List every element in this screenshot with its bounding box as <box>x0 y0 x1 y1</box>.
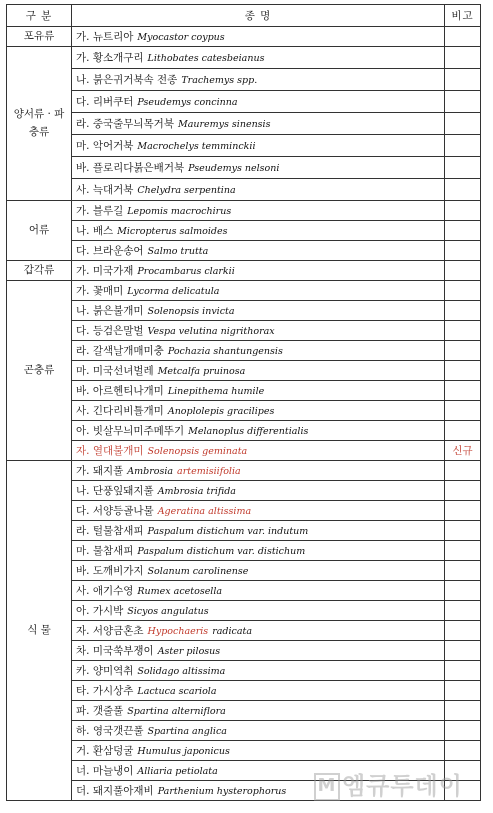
korean-name: 너. 마늘냉이 <box>76 765 134 777</box>
note-cell <box>445 561 481 581</box>
table-row <box>7 741 481 761</box>
note-cell <box>445 341 481 361</box>
scientific-name: Paspalum distichum var. indutum <box>147 526 309 537</box>
category-cell: 포유류 <box>7 27 72 47</box>
scientific-name: Lithobates catesbeianus <box>147 53 265 64</box>
table-row <box>7 661 481 681</box>
korean-name: 라. 털물참새피 <box>76 525 144 537</box>
category-cell: 식 물 <box>7 461 72 801</box>
species-cell <box>72 179 445 201</box>
korean-name: 다. 리버쿠터 <box>76 96 134 108</box>
table-row <box>7 521 481 541</box>
note-cell <box>445 421 481 441</box>
scientific-name: Pochazia shantungensis <box>167 346 283 357</box>
table-row <box>7 91 481 113</box>
note-cell <box>445 541 481 561</box>
scientific-name: Anoplolepis gracilipes <box>167 406 275 417</box>
table-row <box>7 47 481 69</box>
korean-name: 파. 갯줄풀 <box>76 705 124 717</box>
table-row <box>7 281 481 301</box>
scientific-name: Mauremys sinensis <box>177 119 271 130</box>
species-cell <box>72 381 445 401</box>
note-cell <box>445 157 481 179</box>
table-row <box>7 621 481 641</box>
scientific-name: Macrochelys temminckii <box>137 141 256 152</box>
note-cell <box>445 261 481 281</box>
table-row <box>7 241 481 261</box>
species-cell <box>72 521 445 541</box>
scientific-name: Lycorma delicatula <box>127 286 220 297</box>
scientific-name: Hypochaeris <box>147 626 209 637</box>
scientific-name: Paspalum distichum var. distichum <box>137 546 306 557</box>
table-row <box>7 561 481 581</box>
header-species: 종 명 <box>72 5 445 27</box>
scientific-name: Lepomis macrochirus <box>127 206 232 217</box>
scientific-name: artemisiifolia <box>177 466 241 477</box>
header-note: 비고 <box>445 5 481 27</box>
scientific-name: Solidago altissima <box>137 666 226 677</box>
korean-name: 나. 붉은불개미 <box>76 305 144 317</box>
table-row <box>7 179 481 201</box>
header-row <box>7 5 481 27</box>
table-row <box>7 481 481 501</box>
species-cell <box>72 361 445 381</box>
korean-name: 다. 브라운송어 <box>76 245 144 257</box>
note-cell <box>445 461 481 481</box>
scientific-name: Pseudemys nelsoni <box>188 163 280 174</box>
note-cell <box>445 47 481 69</box>
scientific-name: Melanoplus differentialis <box>188 426 309 437</box>
korean-name: 가. 블루길 <box>76 205 124 217</box>
table-row <box>7 341 481 361</box>
table-row <box>7 401 481 421</box>
species-cell <box>72 91 445 113</box>
note-cell <box>445 201 481 221</box>
species-table <box>6 4 481 801</box>
note-cell <box>445 601 481 621</box>
species-cell <box>72 561 445 581</box>
scientific-name: Rumex acetosella <box>137 586 223 597</box>
header-category: 구 분 <box>7 5 72 27</box>
korean-name: 바. 플로리다붉은배거북 <box>76 162 185 174</box>
korean-name: 가. 돼지풀 <box>76 465 124 477</box>
species-cell <box>72 541 445 561</box>
species-cell <box>72 281 445 301</box>
note-cell <box>445 681 481 701</box>
scientific-name: Micropterus salmoides <box>117 226 228 237</box>
table-row <box>7 27 481 47</box>
korean-name: 사. 애기수영 <box>76 585 134 597</box>
table-row <box>7 701 481 721</box>
note-cell <box>445 741 481 761</box>
table-row <box>7 301 481 321</box>
table-row <box>7 581 481 601</box>
species-cell <box>72 401 445 421</box>
note-cell <box>445 301 481 321</box>
note-cell <box>445 401 481 421</box>
species-cell <box>72 47 445 69</box>
note-cell <box>445 481 481 501</box>
note-cell <box>445 27 481 47</box>
table-row <box>7 361 481 381</box>
table-row <box>7 201 481 221</box>
species-cell <box>72 681 445 701</box>
species-cell <box>72 301 445 321</box>
korean-name: 더. 돼지풀아재비 <box>76 785 154 797</box>
korean-name: 사. 늑대거북 <box>76 184 134 196</box>
korean-name: 타. 가시상추 <box>76 685 134 697</box>
species-cell <box>72 321 445 341</box>
watermark-text: 엠큐투데이 <box>342 772 463 800</box>
note-cell: 신규 <box>445 441 481 461</box>
species-cell <box>72 27 445 47</box>
species-cell <box>72 157 445 179</box>
scientific-name: Vespa velutina nigrithorax <box>147 326 275 337</box>
korean-name: 라. 중국줄무늬목거북 <box>76 118 174 130</box>
korean-name: 가. 꽃매미 <box>76 285 124 297</box>
korean-name: 가. 미국가재 <box>76 265 134 277</box>
korean-name: 나. 붉은귀거북속 전종 <box>76 74 178 86</box>
note-cell <box>445 381 481 401</box>
korean-name: 다. 등검은말벌 <box>76 325 144 337</box>
scientific-name: Humulus japonicus <box>137 746 230 757</box>
category-cell: 양서류 · 파충류 <box>7 47 72 201</box>
korean-name: 라. 갈색날개매미충 <box>76 345 164 357</box>
scientific-name: Procambarus clarkii <box>137 266 235 277</box>
table-row <box>7 421 481 441</box>
scientific-name: Ambrosia <box>127 466 174 477</box>
korean-name: 가. 황소개구리 <box>76 52 144 64</box>
table-row <box>7 113 481 135</box>
scientific-name: Ageratina altissima <box>157 506 252 517</box>
korean-name: 사. 긴다리비틀개미 <box>76 405 164 417</box>
table-row <box>7 501 481 521</box>
note-cell <box>445 113 481 135</box>
species-cell <box>72 241 445 261</box>
note-cell <box>445 501 481 521</box>
table-row <box>7 381 481 401</box>
scientific-name: Parthenium hysterophorus <box>157 786 287 797</box>
korean-name: 자. 서양금혼초 <box>76 625 144 637</box>
species-cell <box>72 721 445 741</box>
korean-name: 카. 양미역취 <box>76 665 134 677</box>
scientific-name: Chelydra serpentina <box>137 185 236 196</box>
table-body <box>7 27 481 801</box>
table-row <box>7 221 481 241</box>
scientific-name: Aster pilosus <box>157 646 221 657</box>
species-cell <box>72 261 445 281</box>
table-row <box>7 157 481 179</box>
note-cell <box>445 621 481 641</box>
scientific-name: Spartina anglica <box>147 726 227 737</box>
scientific-name: Ambrosia trifida <box>157 486 236 497</box>
korean-name: 마. 물참새피 <box>76 545 134 557</box>
korean-name: 차. 미국쑥부쟁이 <box>76 645 154 657</box>
scientific-name: Myocastor coypus <box>137 32 225 43</box>
korean-name: 마. 미국선녀벌레 <box>76 365 154 377</box>
note-cell <box>445 641 481 661</box>
watermark-logo <box>314 766 463 801</box>
scientific-name: Solenopsis invicta <box>147 306 235 317</box>
scientific-name: Sicyos angulatus <box>127 606 209 617</box>
note-cell <box>445 91 481 113</box>
species-cell <box>72 481 445 501</box>
species-cell <box>72 741 445 761</box>
table-row <box>7 681 481 701</box>
korean-name: 바. 아르헨티나개미 <box>76 385 164 397</box>
scientific-name: Metcalfa pruinosa <box>157 366 246 377</box>
note-cell <box>445 521 481 541</box>
category-cell: 어류 <box>7 201 72 261</box>
species-cell <box>72 601 445 621</box>
korean-name: 바. 도깨비가지 <box>76 565 144 577</box>
note-cell <box>445 179 481 201</box>
table-row <box>7 541 481 561</box>
scientific-name: Pseudemys concinna <box>137 97 238 108</box>
korean-name: 자. 열대불개미 <box>76 445 144 457</box>
scientific-name: Alliaria petiolata <box>137 766 218 777</box>
scientific-name: radicata <box>212 626 252 637</box>
scientific-name: Solenopsis geminata <box>147 446 248 457</box>
korean-name: 마. 악어거북 <box>76 140 134 152</box>
category-cell: 곤충류 <box>7 281 72 461</box>
korean-name: 다. 서양등골나물 <box>76 505 154 517</box>
note-cell <box>445 701 481 721</box>
species-cell <box>72 341 445 361</box>
table-row <box>7 641 481 661</box>
scientific-name: Spartina alterniflora <box>127 706 226 717</box>
species-cell <box>72 701 445 721</box>
korean-name: 아. 가시박 <box>76 605 124 617</box>
species-cell <box>72 461 445 481</box>
scientific-name: Linepithema humile <box>167 386 265 397</box>
note-cell <box>445 241 481 261</box>
category-cell: 갑각류 <box>7 261 72 281</box>
korean-name: 나. 단풍잎돼지풀 <box>76 485 154 497</box>
table-row <box>7 261 481 281</box>
table-row <box>7 69 481 91</box>
note-cell <box>445 135 481 157</box>
species-cell <box>72 135 445 157</box>
note-cell <box>445 361 481 381</box>
note-cell <box>445 721 481 741</box>
species-cell <box>72 421 445 441</box>
note-cell <box>445 69 481 91</box>
korean-name: 나. 배스 <box>76 225 114 237</box>
note-cell <box>445 281 481 301</box>
scientific-name: Lactuca scariola <box>137 686 217 697</box>
watermark-letter: M <box>314 773 340 801</box>
note-cell <box>445 321 481 341</box>
species-cell <box>72 221 445 241</box>
scientific-name: Trachemys spp. <box>181 75 258 86</box>
species-cell <box>72 501 445 521</box>
species-cell <box>72 113 445 135</box>
species-cell <box>72 441 445 461</box>
table-row <box>7 135 481 157</box>
scientific-name: Solanum carolinense <box>147 566 249 577</box>
table-row <box>7 441 481 461</box>
korean-name: 가. 뉴트리아 <box>76 31 134 43</box>
korean-name: 아. 빗살무늬미주메뚜기 <box>76 425 185 437</box>
note-cell <box>445 661 481 681</box>
species-cell <box>72 201 445 221</box>
species-cell <box>72 621 445 641</box>
korean-name: 하. 영국갯끈풀 <box>76 725 144 737</box>
species-cell <box>72 641 445 661</box>
korean-name: 거. 환삼덩굴 <box>76 745 134 757</box>
table-row <box>7 601 481 621</box>
species-cell <box>72 661 445 681</box>
species-cell <box>72 581 445 601</box>
table-row <box>7 461 481 481</box>
table-row <box>7 321 481 341</box>
note-cell <box>445 221 481 241</box>
table-row <box>7 721 481 741</box>
scientific-name: Salmo trutta <box>147 246 209 257</box>
species-cell <box>72 69 445 91</box>
note-cell <box>445 581 481 601</box>
